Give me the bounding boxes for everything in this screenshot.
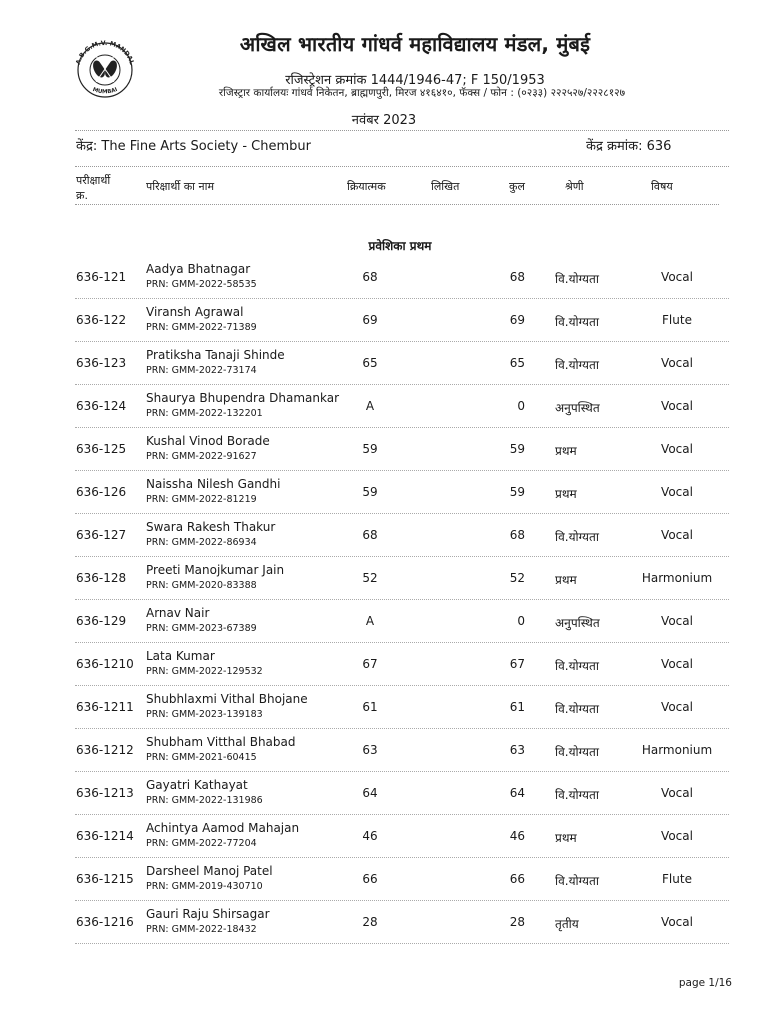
logo-text: A.B.G.M.V. MANDAL xyxy=(74,39,136,66)
candidate-name: Shubham Vitthal Bhabad xyxy=(146,735,296,749)
total-marks: 68 xyxy=(509,528,525,542)
table-row xyxy=(75,514,729,557)
centre-number: केंद्र क्रमांक: 636 xyxy=(586,139,672,154)
grade: प्रथम xyxy=(555,444,577,458)
subject: Vocal xyxy=(661,528,693,542)
table-row xyxy=(75,428,729,471)
practical-marks: A xyxy=(365,399,375,413)
prn-number: PRN: GMM-2021-60415 xyxy=(146,752,257,763)
candidate-name: Darsheel Manoj Patel xyxy=(146,864,273,878)
candidate-name: Naissha Nilesh Gandhi xyxy=(146,477,281,491)
seat-number: 636-123 xyxy=(76,356,127,370)
total-marks: 67 xyxy=(509,657,525,671)
grade: अनुपस्थित xyxy=(555,401,600,415)
practical-marks: 63 xyxy=(362,743,378,757)
subject: Flute xyxy=(662,313,692,327)
col-header-practical: क्रियात्मक xyxy=(347,180,386,193)
prn-number: PRN: GMM-2022-77204 xyxy=(146,838,257,849)
col-header-name: परिक्षार्थी का नाम xyxy=(146,180,215,193)
practical-marks: 59 xyxy=(362,442,378,456)
seat-number: 636-1215 xyxy=(76,872,134,886)
logo-subtext: MUMBAI xyxy=(91,86,119,96)
grade: वि.योग्यता xyxy=(555,358,599,372)
exam-date: नवंबर 2023 xyxy=(351,113,417,128)
candidate-name: Gauri Raju Shirsagar xyxy=(146,907,270,921)
prn-number: PRN: GMM-2023-67389 xyxy=(146,623,257,634)
seat-number: 636-1210 xyxy=(76,657,134,671)
candidate-name: Arnav Nair xyxy=(146,606,210,620)
page-number: page 1/16 xyxy=(678,977,732,989)
practical-marks: 65 xyxy=(362,356,378,370)
registrar-address: रजिस्ट्रार कार्यालयः गांधर्व निकेतन, ब्राह्मणपुरी, मिरज ४१६४१०, फॅक्स / फोन : (०२३३) २२२५२७/२२२८१२७ xyxy=(218,87,626,99)
total-marks: 0 xyxy=(517,399,525,413)
table-row xyxy=(75,256,729,299)
grade: वि.योग्यता xyxy=(555,788,599,802)
prn-number: PRN: GMM-2022-73174 xyxy=(146,365,257,376)
seat-number: 636-1216 xyxy=(76,915,134,929)
svg-text:MUMBAI xyxy=(92,87,119,95)
seat-number: 636-124 xyxy=(76,399,127,413)
practical-marks: 68 xyxy=(362,528,378,542)
table-row xyxy=(75,299,729,342)
candidate-name: Shubhlaxmi Vithal Bhojane xyxy=(146,692,308,706)
subject: Harmonium xyxy=(641,571,713,585)
candidate-name: Gayatri Kathayat xyxy=(146,778,248,792)
practical-marks: 61 xyxy=(362,700,378,714)
institution-title: अखिल भारतीय गांधर्व महाविद्यालय मंडल, मुंबई xyxy=(239,32,591,56)
col-header-seat: परीक्षार्थी क्र. xyxy=(76,174,111,202)
table-row xyxy=(75,471,729,514)
prn-number: PRN: GMM-2023-139183 xyxy=(146,709,263,720)
total-marks: 28 xyxy=(509,915,525,929)
table-row xyxy=(75,557,729,600)
total-marks: 68 xyxy=(509,270,525,284)
table-row xyxy=(75,901,729,944)
practical-marks: 68 xyxy=(362,270,378,284)
seat-number: 636-1212 xyxy=(76,743,134,757)
prn-number: PRN: GMM-2022-18432 xyxy=(146,924,257,935)
prn-number: PRN: GMM-2022-132201 xyxy=(146,408,263,419)
subject: Vocal xyxy=(661,442,693,456)
candidate-name: Pratiksha Tanaji Shinde xyxy=(146,348,285,362)
candidate-name: Aadya Bhatnagar xyxy=(146,262,251,276)
seat-number: 636-1214 xyxy=(76,829,134,843)
prn-number: PRN: GMM-2022-129532 xyxy=(146,666,263,677)
subject: Vocal xyxy=(661,786,693,800)
practical-marks: 59 xyxy=(362,485,378,499)
divider xyxy=(75,204,719,205)
grade: वि.योग्यता xyxy=(555,702,599,716)
seat-number: 636-129 xyxy=(76,614,127,628)
subject: Vocal xyxy=(661,829,693,843)
candidate-name: Achintya Aamod Mahajan xyxy=(146,821,300,835)
grade: वि.योग्यता xyxy=(555,745,599,759)
registration-number: रजिस्ट्रेशन क्रमांक 1444/1946-47; F 150/1953 xyxy=(285,73,545,88)
table-row xyxy=(75,686,729,729)
table-row xyxy=(75,858,729,901)
seat-number: 636-125 xyxy=(76,442,127,456)
table-row xyxy=(75,385,729,428)
total-marks: 46 xyxy=(509,829,525,843)
total-marks: 0 xyxy=(517,614,525,628)
table-row xyxy=(75,643,729,686)
candidate-name: Viransh Agrawal xyxy=(146,305,244,319)
grade: प्रथम xyxy=(555,831,577,845)
table-row xyxy=(75,815,729,858)
seat-number: 636-1211 xyxy=(76,700,134,714)
col-header-written: लिखित xyxy=(431,180,460,193)
total-marks: 61 xyxy=(509,700,525,714)
practical-marks: 28 xyxy=(362,915,378,929)
grade: वि.योग्यता xyxy=(555,315,599,329)
grade: वि.योग्यता xyxy=(555,874,599,888)
table-row xyxy=(75,772,729,815)
total-marks: 59 xyxy=(509,442,525,456)
col-header-subject: विषय xyxy=(651,180,673,193)
results-table xyxy=(75,256,729,944)
practical-marks: 64 xyxy=(362,786,378,800)
seat-number: 636-122 xyxy=(76,313,127,327)
seat-number: 636-128 xyxy=(76,571,127,585)
table-row xyxy=(75,342,729,385)
grade: वि.योग्यता xyxy=(555,530,599,544)
subject: Vocal xyxy=(661,700,693,714)
total-marks: 59 xyxy=(509,485,525,499)
total-marks: 63 xyxy=(509,743,525,757)
practical-marks: A xyxy=(365,614,375,628)
prn-number: PRN: GMM-2022-58535 xyxy=(146,279,257,290)
practical-marks: 69 xyxy=(362,313,378,327)
prn-number: PRN: GMM-2022-71389 xyxy=(146,322,257,333)
prn-number: PRN: GMM-2022-86934 xyxy=(146,537,257,548)
grade: वि.योग्यता xyxy=(555,272,599,286)
col-header-total: कुल xyxy=(509,180,525,193)
total-marks: 64 xyxy=(509,786,525,800)
practical-marks: 66 xyxy=(362,872,378,886)
candidate-name: Lata Kumar xyxy=(146,649,215,663)
seat-number: 636-127 xyxy=(76,528,127,542)
candidate-name: Swara Rakesh Thakur xyxy=(146,520,276,534)
subject: Vocal xyxy=(661,657,693,671)
total-marks: 52 xyxy=(509,571,525,585)
candidate-name: Preeti Manojkumar Jain xyxy=(146,563,285,577)
grade: वि.योग्यता xyxy=(555,659,599,673)
total-marks: 65 xyxy=(509,356,525,370)
seat-number: 636-1213 xyxy=(76,786,134,800)
divider xyxy=(75,166,729,167)
subject: Vocal xyxy=(661,270,693,284)
svg-text:A.B.G.M.V. MANDAL xyxy=(75,40,135,66)
practical-marks: 67 xyxy=(362,657,378,671)
prn-number: PRN: GMM-2020-83388 xyxy=(146,580,257,591)
candidate-name: Kushal Vinod Borade xyxy=(146,434,270,448)
prn-number: PRN: GMM-2022-91627 xyxy=(146,451,257,462)
grade: प्रथम xyxy=(555,487,577,501)
candidate-name: Shaurya Bhupendra Dhamankar xyxy=(146,391,340,405)
table-row xyxy=(75,600,729,643)
grade: प्रथम xyxy=(555,573,577,587)
subject: Vocal xyxy=(661,356,693,370)
seat-number: 636-126 xyxy=(76,485,127,499)
subject: Vocal xyxy=(661,399,693,413)
subject: Vocal xyxy=(661,915,693,929)
prn-number: PRN: GMM-2022-81219 xyxy=(146,494,257,505)
practical-marks: 46 xyxy=(362,829,378,843)
subject: Flute xyxy=(662,872,692,886)
seat-number: 636-121 xyxy=(76,270,127,284)
total-marks: 66 xyxy=(509,872,525,886)
section-title: प्रवेशिका प्रथम xyxy=(368,239,432,253)
prn-number: PRN: GMM-2022-131986 xyxy=(146,795,263,806)
grade: अनुपस्थित xyxy=(555,616,600,630)
subject: Vocal xyxy=(661,485,693,499)
grade: तृतीय xyxy=(555,917,579,931)
divider xyxy=(75,130,729,131)
centre-name: केंद्र: The Fine Arts Society - Chembur xyxy=(76,139,311,154)
mandal-logo xyxy=(68,38,142,98)
col-header-grade: श्रेणी xyxy=(565,180,584,193)
practical-marks: 52 xyxy=(362,571,378,585)
prn-number: PRN: GMM-2019-430710 xyxy=(146,881,263,892)
table-row xyxy=(75,729,729,772)
total-marks: 69 xyxy=(509,313,525,327)
subject: Vocal xyxy=(661,614,693,628)
subject: Harmonium xyxy=(641,743,713,757)
